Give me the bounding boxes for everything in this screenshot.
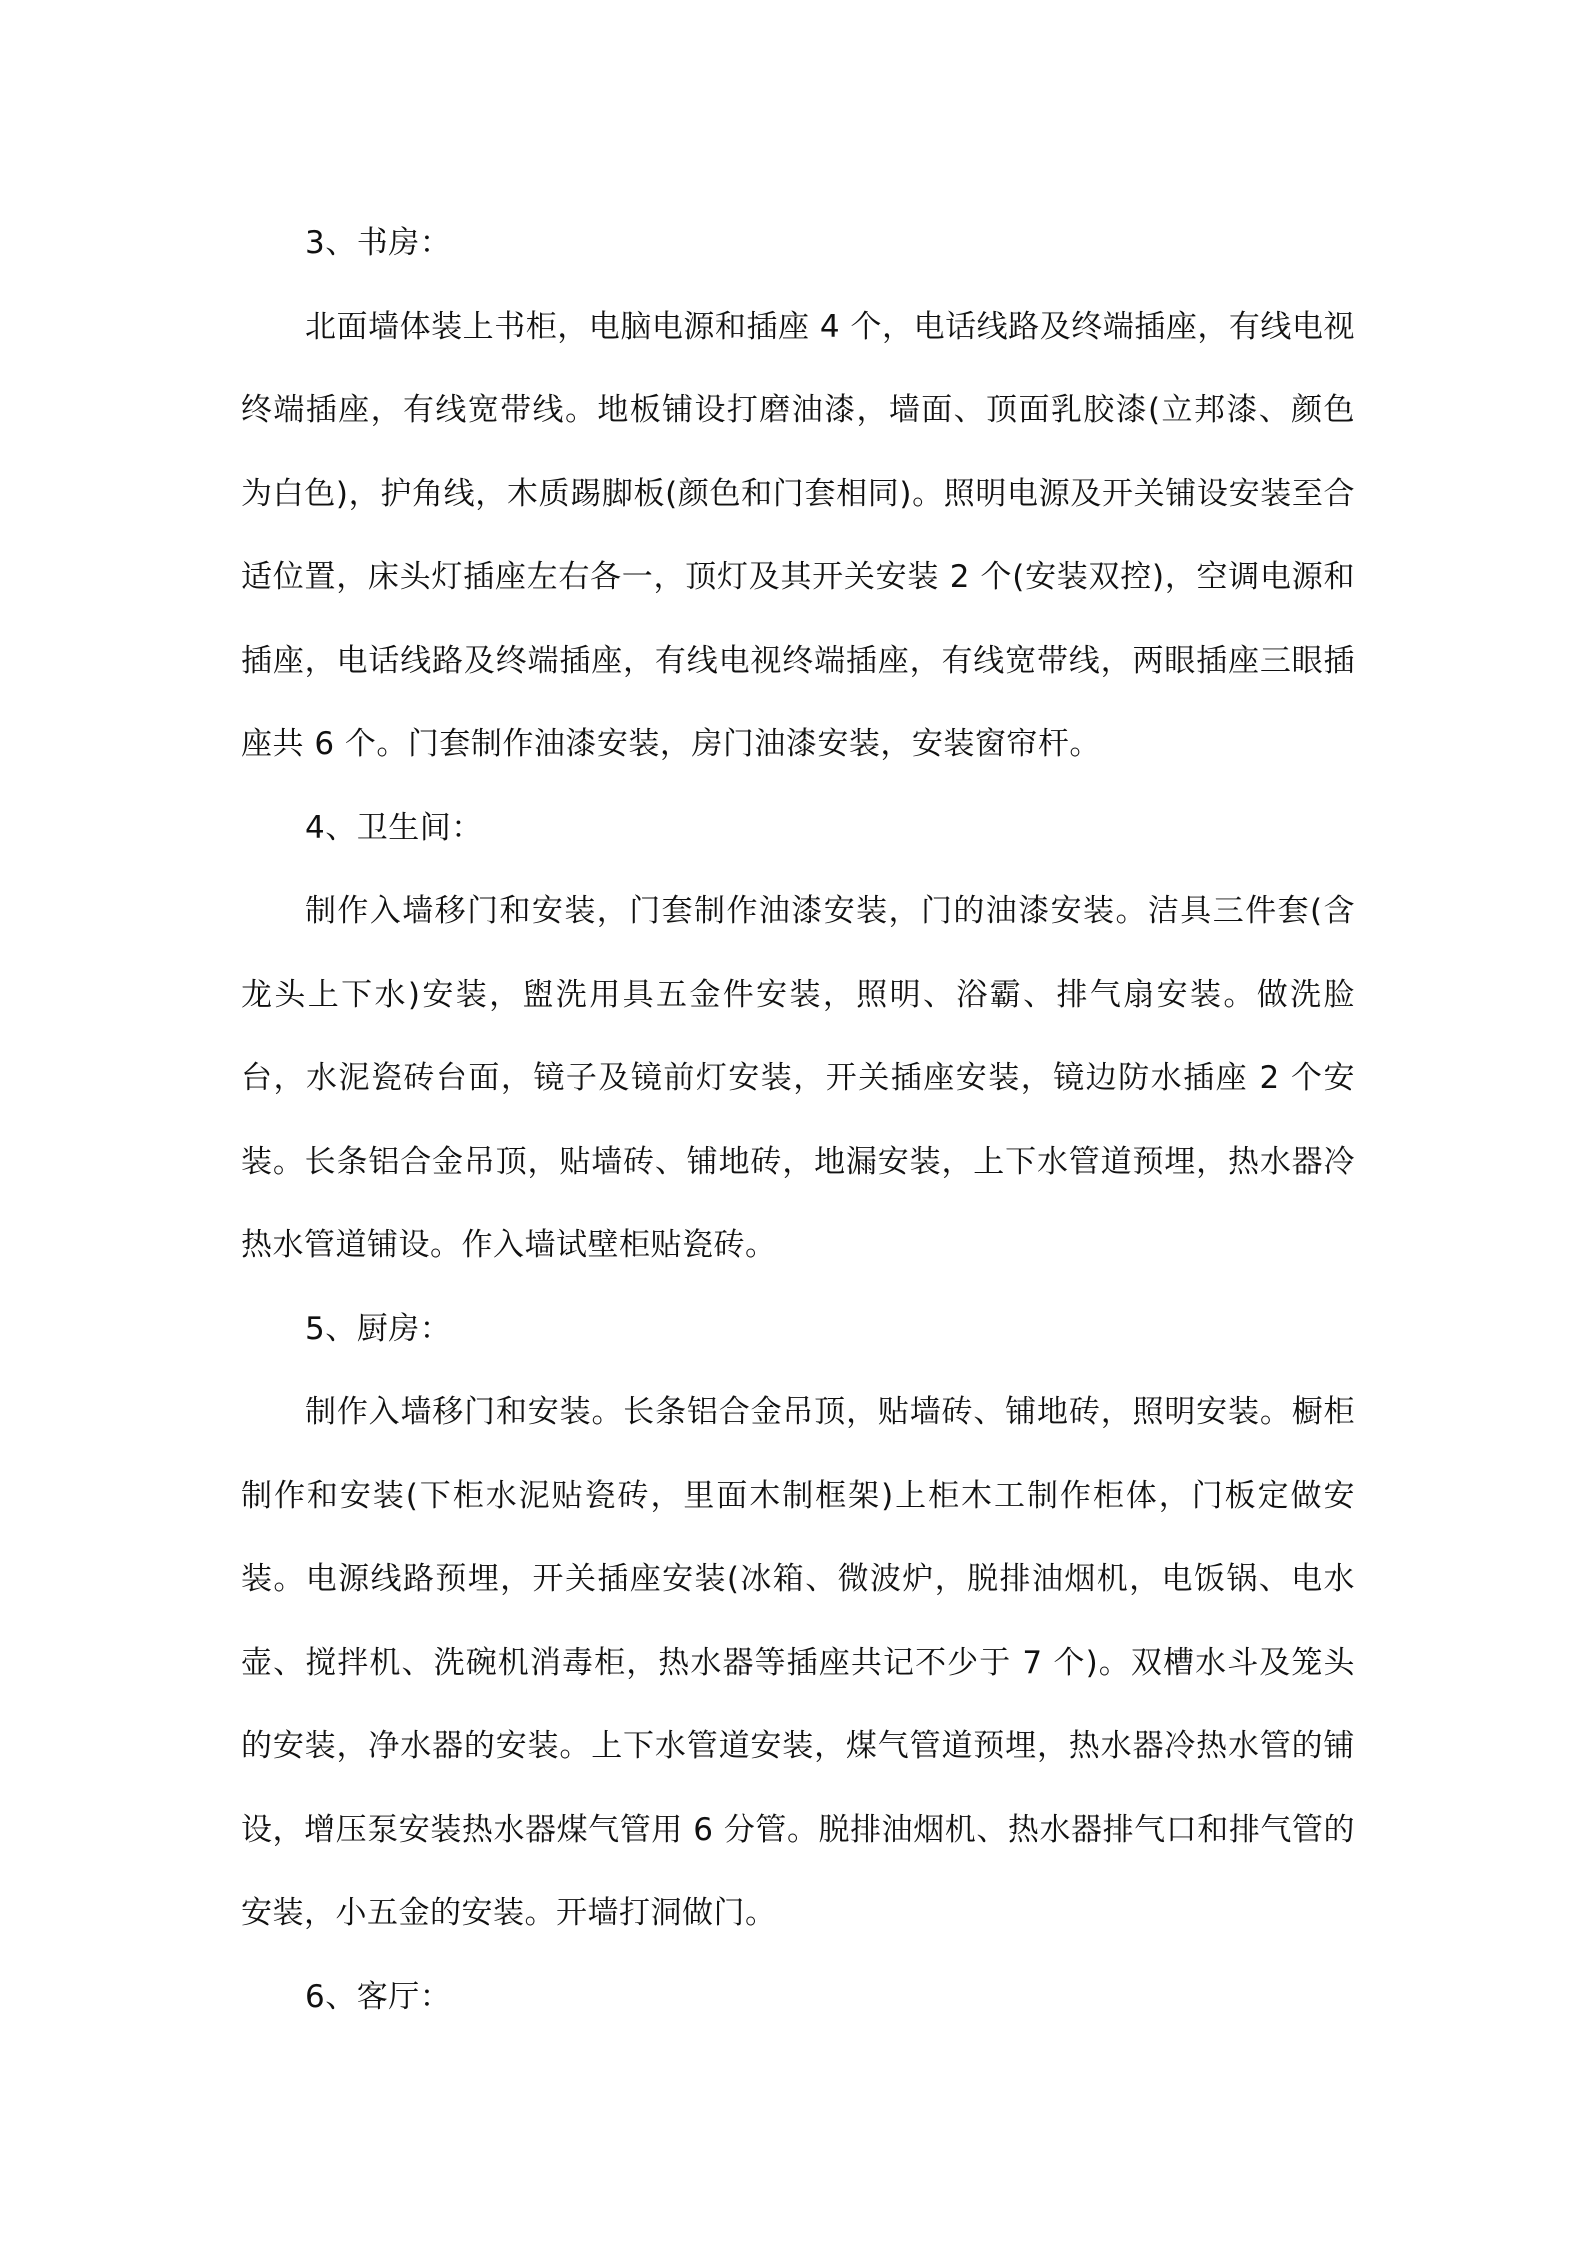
section-body-kitchen: 制作入墙移门和安装。长条铝合金吊顶，贴墙砖、铺地砖，照明安装。橱柜制作和安装(下柜水泥贴瓷砖，里面木制框架)上柜木工制作柜体，门板定做安装。电源线路预埋，开关插座安装(冰箱、微波炉，脱排油烟机，电饭锅、电水壶、搅拌机、洗碗机消毒柜，热水器等插座共记不少于 7 个)。双槽水斗及笼头的安装，净水器的安装。上下水管道安装，煤气管道预埋，热水器冷热水管的铺设，增压泵安装热水器煤气管用 6 分管。脱排油烟机、热水器排气口和排气管的安装，小五金的安装。开墙打洞做门。 [241, 1394, 1355, 1931]
section-body-bathroom: 制作入墙移门和安装，门套制作油漆安装，门的油漆安装。洁具三件套(含龙头上下水)安装，盥洗用具五金件安装，照明、浴霸、排气扇安装。做洗脸台，水泥瓷砖台面，镜子及镜前灯安装，开关插座安装，镜边防水插座 2 个安装。长条铝合金吊顶，贴墙砖、铺地砖，地漏安装，上下水管道预埋，热水器冷热水管道铺设。作入墙试壁柜贴瓷砖。 [241, 893, 1355, 1263]
section-body-study: 北面墙体装上书柜，电脑电源和插座 4 个，电话线路及终端插座，有线电视终端插座，有线宽带线。地板铺设打磨油漆，墙面、顶面乳胶漆(立邦漆、颜色为白色)，护角线，木质踢脚板(颜色和门套相同)。照明电源及开关铺设安装至合适位置，床头灯插座左右各一，顶灯及其开关安装 2 个(安装双控)，空调电源和插座，电话线路及终端插座，有线电视终端插座，有线宽带线，两眼插座三眼插座共 6 个。门套制作油漆安装，房门油漆安装，安装窗帘杆。 [241, 308, 1355, 762]
section-heading-living-room: 6、客厅： [305, 1978, 452, 2015]
section-heading-kitchen: 5、厨房： [305, 1310, 452, 1347]
document-body [241, 202, 1355, 2039]
section-heading-study: 3、书房： [305, 225, 452, 261]
section-heading-bathroom: 4、卫生间： [305, 809, 483, 846]
